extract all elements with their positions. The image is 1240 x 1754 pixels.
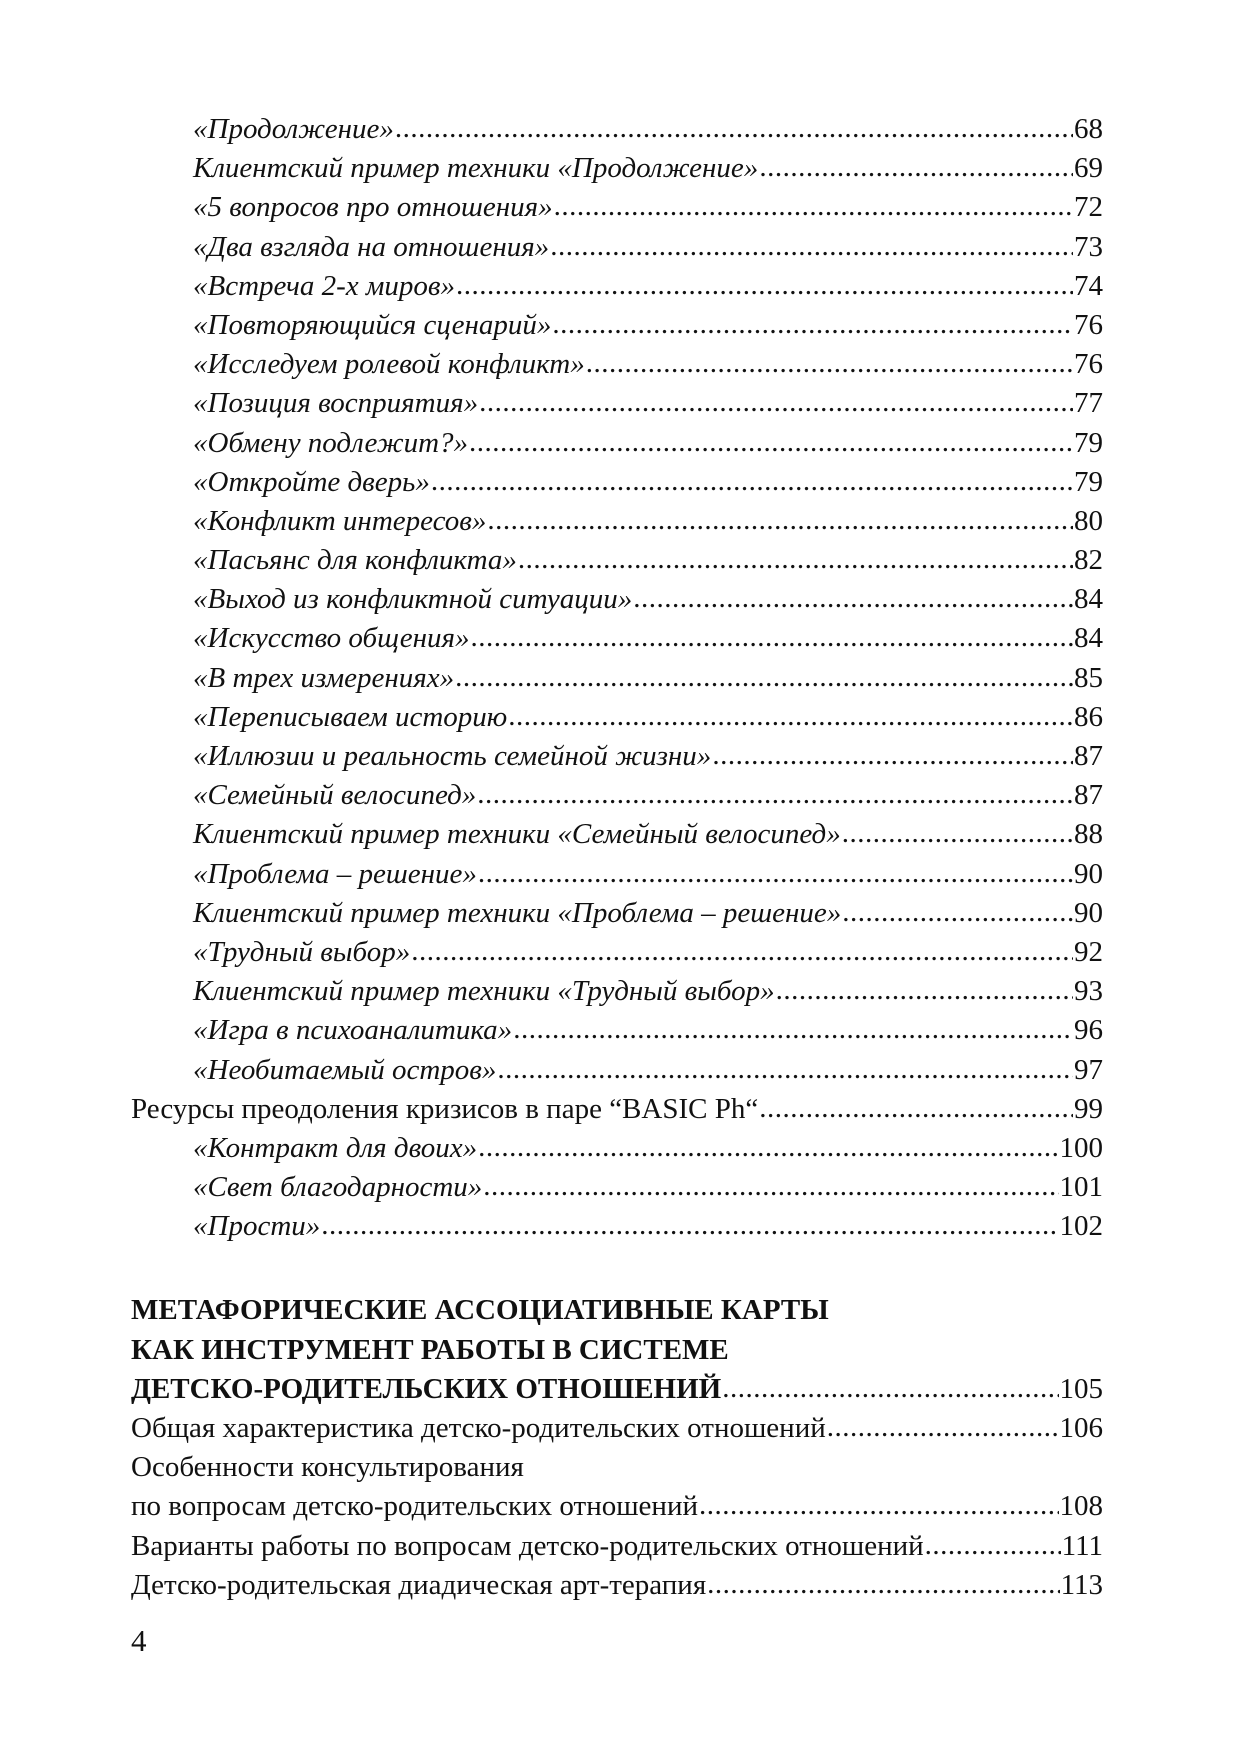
toc-entry-page: 84	[1074, 622, 1103, 655]
toc-entry-page: 93	[1074, 975, 1103, 1008]
toc-entry-label: «Встреча 2-х миров»	[193, 269, 455, 302]
leader-dots	[477, 775, 1073, 814]
toc-entry-label: Ресурсы преодоления кризисов в паре “BASIC Ph“	[131, 1092, 759, 1125]
toc-entry-page: 68	[1074, 113, 1103, 145]
toc-entry-page: 79	[1074, 426, 1103, 459]
toc-entry-label: Общая характеристика детско-родительских отношений	[131, 1412, 826, 1444]
toc-entry[interactable]	[131, 188, 1103, 227]
toc-entry-page: 87	[1074, 740, 1103, 772]
leader-dots	[554, 187, 1073, 226]
toc-entry-section-heading[interactable]	[131, 1370, 1103, 1409]
toc-entry[interactable]	[131, 228, 1103, 267]
toc-entry-consulting-line-1[interactable]: Особенности консультирования	[131, 1451, 524, 1484]
toc-entry[interactable]	[131, 815, 1103, 854]
leader-dots	[712, 736, 1073, 775]
toc-entry-page: 96	[1074, 1014, 1103, 1047]
toc-entry-label: «Конфликт интересов»	[193, 504, 487, 537]
leader-dots	[513, 1010, 1073, 1049]
leader-dots	[925, 1526, 1061, 1565]
toc-entry-page: 74	[1074, 269, 1103, 302]
toc-entry[interactable]	[131, 384, 1103, 423]
toc-entry-label: «Семейный велосипед»	[193, 779, 477, 812]
leader-dots	[776, 971, 1073, 1010]
toc-entry-page: 76	[1074, 308, 1103, 341]
table-of-contents	[131, 110, 1103, 1605]
toc-entry-label: Детско-родительская диадическая арт-терапия	[131, 1568, 707, 1601]
section-heading-line-2: КАК ИНСТРУМЕНТ РАБОТЫ В СИСТЕМЕ	[131, 1333, 729, 1366]
toc-entry-label: «Иллюзии и реальность семейной жизни»	[193, 740, 712, 772]
leader-dots	[842, 814, 1073, 853]
leader-dots	[456, 266, 1073, 305]
leader-dots	[321, 1206, 1058, 1245]
toc-entry-label: «Необитаемый остров»	[193, 1053, 497, 1086]
leader-dots	[487, 501, 1073, 540]
toc-entry-label: «Обмену подлежит?»	[193, 426, 469, 459]
toc-entry-label: «Выход из конфликтной ситуации»	[193, 583, 633, 616]
toc-entry-label: «В трех измерениях»	[193, 661, 455, 694]
toc-entry-page: 77	[1074, 387, 1103, 420]
section-heading-line-1: МЕТАФОРИЧЕСКИЕ АССОЦИАТИВНЫЕ КАРТЫ	[131, 1294, 829, 1327]
toc-entry-label: «Свет благодарности»	[193, 1171, 483, 1204]
toc-entry[interactable]	[131, 619, 1103, 658]
toc-entry-label: «Игра в психоаналитика»	[193, 1014, 513, 1047]
toc-entry-page: 82	[1074, 544, 1103, 577]
leader-dots	[431, 462, 1073, 501]
toc-entry-page: 90	[1074, 896, 1103, 929]
toc-entry-page: 105	[1059, 1372, 1103, 1405]
toc-entry[interactable]	[131, 855, 1103, 894]
leader-dots	[478, 1128, 1058, 1167]
toc-entry[interactable]	[131, 933, 1103, 972]
leader-dots	[827, 1408, 1059, 1447]
toc-entry-page: 113	[1060, 1568, 1103, 1601]
leader-dots	[483, 1167, 1058, 1206]
toc-entry[interactable]	[131, 306, 1103, 345]
toc-entry[interactable]	[131, 737, 1103, 776]
toc-entry[interactable]	[131, 1487, 1103, 1526]
toc-entry[interactable]	[131, 776, 1103, 815]
toc-entry-label: «Позиция восприятия»	[193, 387, 479, 420]
page-number: 4	[131, 1623, 147, 1658]
toc-list-parenting-continued	[131, 1487, 1103, 1605]
toc-entry[interactable]	[131, 1207, 1103, 1246]
leader-dots	[479, 383, 1073, 422]
toc-entry[interactable]	[131, 345, 1103, 384]
toc-entry-page: 85	[1074, 661, 1103, 694]
toc-entry-label: «Исследуем ролевой конфликт»	[193, 348, 585, 381]
toc-entry-page: 73	[1074, 230, 1103, 263]
toc-entry[interactable]	[131, 659, 1103, 698]
toc-entry-label: «Проблема – решение»	[193, 857, 477, 890]
toc-entry[interactable]	[131, 110, 1103, 149]
leader-dots	[707, 1565, 1059, 1604]
toc-entry-label: «Повторяющийся сценарий»	[193, 308, 552, 341]
toc-entry[interactable]	[131, 698, 1103, 737]
leader-dots	[759, 148, 1073, 187]
toc-entry-page: 69	[1074, 152, 1103, 185]
toc-entry-label: «Прости»	[193, 1210, 321, 1243]
section-gap	[131, 1246, 1103, 1291]
leader-dots	[411, 932, 1073, 971]
toc-entry-page: 86	[1074, 700, 1103, 733]
toc-entry-label: Варианты работы по вопросам детско-родительских отношений	[131, 1529, 924, 1562]
leader-dots	[586, 344, 1073, 383]
toc-entry[interactable]	[131, 541, 1103, 580]
toc-entry-label: по вопросам детско-родительских отношений	[131, 1490, 698, 1523]
toc-entry[interactable]	[131, 463, 1103, 502]
toc-entry-page: 92	[1074, 935, 1103, 968]
toc-entry[interactable]	[131, 1051, 1103, 1090]
toc-entry-label: «Искусство общения»	[193, 622, 470, 655]
toc-entry[interactable]	[131, 1129, 1103, 1168]
toc-entry-page: 111	[1061, 1529, 1103, 1562]
toc-entry-label: «Переписываем историю	[193, 700, 508, 733]
toc-entry-page: 80	[1074, 504, 1103, 537]
toc-entry-page: 106	[1059, 1412, 1103, 1444]
leader-dots	[699, 1486, 1059, 1525]
toc-entry-page: 101	[1059, 1171, 1103, 1204]
toc-entry-label: «5 вопросов про отношения»	[193, 191, 553, 224]
toc-entry-page: 88	[1074, 818, 1103, 851]
toc-list-resources	[131, 1129, 1103, 1247]
toc-entry-label: Клиентский пример техники «Продолжение»	[193, 152, 759, 185]
toc-entry-page: 100	[1059, 1131, 1103, 1164]
toc-entry-label: «Продолжение»	[193, 113, 394, 145]
toc-entry[interactable]	[131, 1168, 1103, 1207]
leader-dots	[842, 893, 1073, 932]
toc-entry-label: «Контракт для двоих»	[193, 1131, 478, 1164]
toc-entry-page: 99	[1074, 1092, 1103, 1125]
leader-dots	[470, 618, 1073, 657]
toc-entry-page: 108	[1059, 1490, 1103, 1523]
toc-list-parenting	[131, 1409, 1103, 1448]
leader-dots	[759, 1089, 1073, 1128]
toc-entry-page: 102	[1059, 1210, 1103, 1243]
leader-dots	[552, 305, 1073, 344]
leader-dots	[395, 109, 1073, 148]
leader-dots	[497, 1050, 1073, 1089]
toc-entry[interactable]	[131, 267, 1103, 306]
toc-entry[interactable]	[131, 424, 1103, 463]
toc-entry-page: 90	[1074, 857, 1103, 890]
toc-entry[interactable]	[131, 1409, 1103, 1448]
toc-entry-label: Клиентский пример техники «Трудный выбор»	[193, 975, 775, 1008]
toc-entry[interactable]	[131, 1011, 1103, 1050]
leader-dots	[518, 540, 1073, 579]
toc-entry[interactable]	[131, 972, 1103, 1011]
toc-entry[interactable]	[131, 1527, 1103, 1566]
toc-entry-page: 87	[1074, 779, 1103, 812]
toc-entry[interactable]	[131, 580, 1103, 619]
toc-entry-label: «Откройте дверь»	[193, 465, 430, 498]
toc-entry-page: 79	[1074, 465, 1103, 498]
toc-entry-page: 97	[1074, 1053, 1103, 1086]
leader-dots	[633, 579, 1073, 618]
toc-entry-label: «Два взгляда на отношения»	[193, 230, 550, 263]
toc-entry-label: «Трудный выбор»	[193, 935, 411, 968]
toc-entry[interactable]	[131, 894, 1103, 933]
leader-dots	[722, 1369, 1058, 1408]
toc-entry[interactable]	[131, 1566, 1103, 1605]
section-heading-line-3: ДЕТСКО-РОДИТЕЛЬСКИХ ОТНОШЕНИЙ	[131, 1372, 722, 1405]
toc-entry[interactable]	[131, 149, 1103, 188]
toc-entry[interactable]	[131, 502, 1103, 541]
leader-dots	[469, 423, 1073, 462]
toc-entry-page: 72	[1074, 191, 1103, 224]
leader-dots	[508, 697, 1073, 736]
leader-dots	[455, 658, 1073, 697]
toc-list-techniques	[131, 110, 1103, 1090]
toc-entry-page: 84	[1074, 583, 1103, 616]
toc-entry-resources[interactable]	[131, 1090, 1103, 1129]
leader-dots	[550, 227, 1073, 266]
leader-dots	[478, 854, 1073, 893]
toc-entry-label: Клиентский пример техники «Проблема – решение»	[193, 896, 842, 929]
toc-entry-label: «Пасьянс для конфликта»	[193, 544, 517, 577]
toc-entry-page: 76	[1074, 348, 1103, 381]
toc-entry-label: Клиентский пример техники «Семейный велосипед»	[193, 818, 841, 851]
